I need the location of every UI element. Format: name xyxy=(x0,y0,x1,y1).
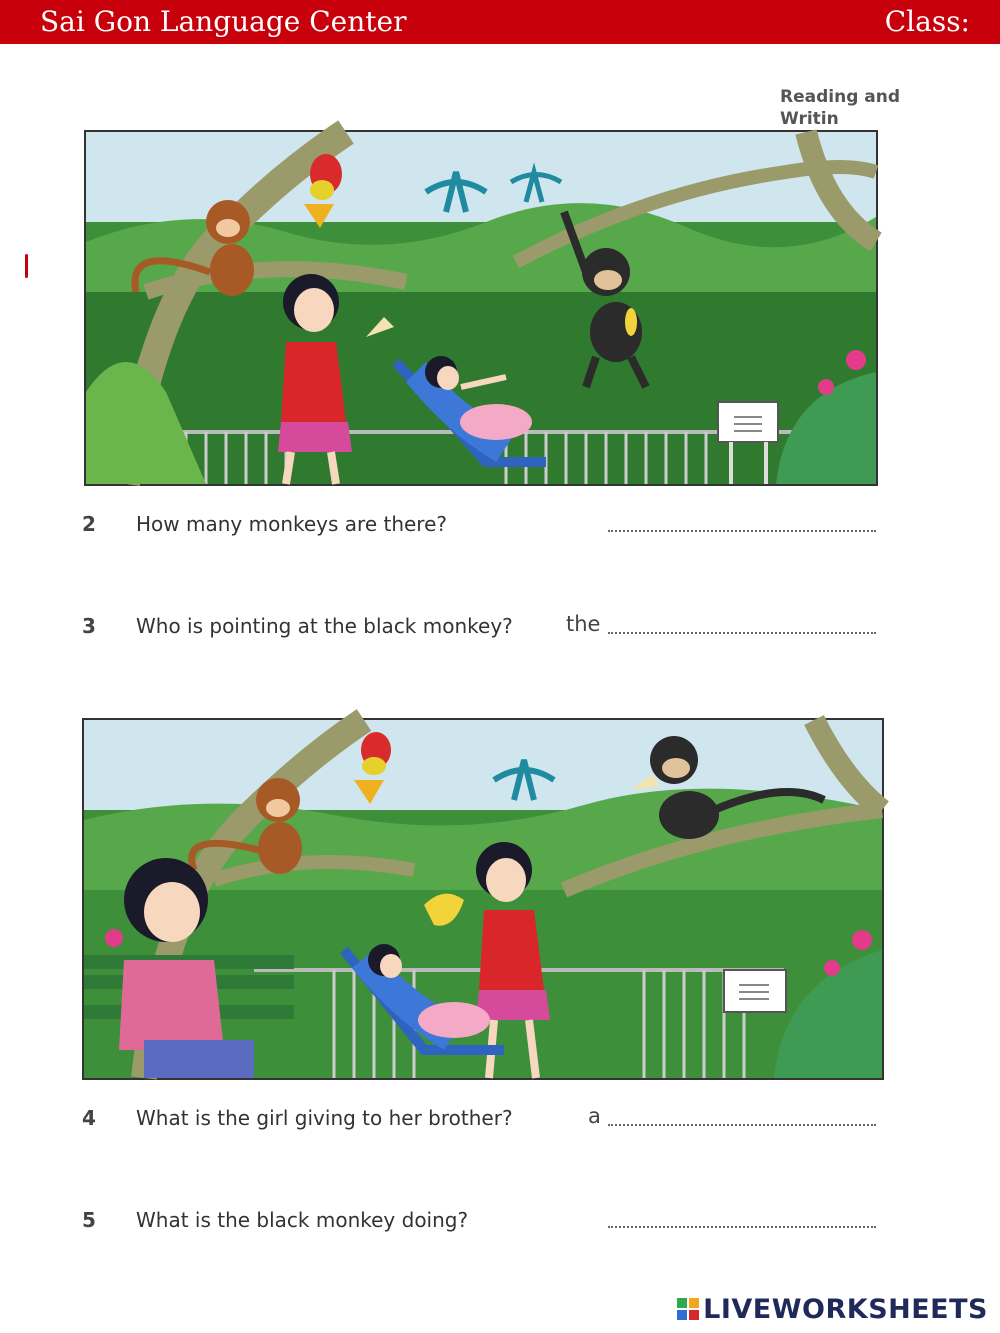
question-5 xyxy=(82,1208,882,1248)
zoo-scene-2-image xyxy=(84,720,882,1078)
answer-field[interactable] xyxy=(608,632,876,634)
question-3 xyxy=(82,614,882,654)
zoo-illustration-2 xyxy=(82,718,884,1080)
answer-field[interactable] xyxy=(608,1124,876,1126)
question-text: What is the girl giving to her brother? xyxy=(136,1106,513,1130)
question-number: 4 xyxy=(82,1106,96,1130)
zoo-scene-1-image xyxy=(86,132,876,484)
class-label: Class: xyxy=(884,5,970,38)
question-text: What is the black monkey doing? xyxy=(136,1208,469,1232)
answer-field[interactable] xyxy=(608,1226,876,1228)
question-4 xyxy=(82,1106,882,1146)
question-number: 3 xyxy=(82,614,96,638)
question-text: How many monkeys are there? xyxy=(136,512,448,536)
question-2 xyxy=(82,512,882,552)
answer-field[interactable] xyxy=(608,530,876,532)
header-bar xyxy=(0,0,1000,44)
liveworksheets-brand[interactable] xyxy=(677,1294,988,1328)
margin-mark xyxy=(25,254,28,278)
liveworksheets-logo-icon xyxy=(677,1298,699,1320)
page-section-header: Reading and Writin xyxy=(780,87,901,129)
answer-prefix: a xyxy=(588,1104,601,1128)
brand-text: LIVEWORKSHEETS xyxy=(703,1294,988,1325)
zoo-illustration-1 xyxy=(84,130,878,486)
question-number: 5 xyxy=(82,1208,96,1232)
question-number: 2 xyxy=(82,512,96,536)
center-name: Sai Gon Language Center xyxy=(40,5,407,38)
answer-prefix: the xyxy=(566,612,601,636)
question-text: Who is pointing at the black monkey? xyxy=(136,614,513,638)
